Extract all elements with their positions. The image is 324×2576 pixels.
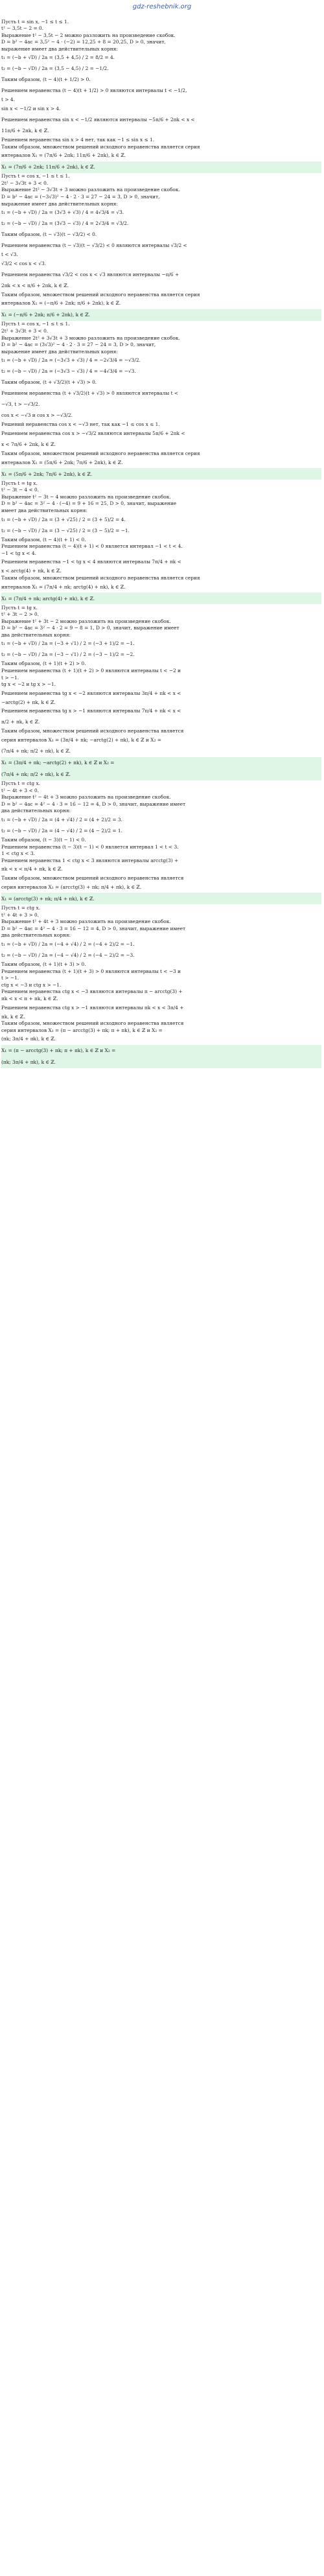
solution-line: D = b² − 4ac = 4² − 4 · 3 = 16 − 12 = 4, D > 0, значит, выражение имеет xyxy=(1,801,186,807)
solution-line: D = b² − 4ac = (−3√3)² − 4 · 2 · 3 = 27 − 24 = 3, D > 0, значит, xyxy=(1,194,160,200)
solution-line: t² + 4t + 3 > 0. xyxy=(1,911,40,918)
solution-line: два действительных корня: xyxy=(1,631,71,638)
solution-line: t₂ = (−b − √D) / 2a = (3 − √25) / 2 = (3 − 5)/2 = −1. xyxy=(1,527,130,533)
solution-line: Таким образом, (t − √3)(t − √3/2) < 0. xyxy=(1,231,97,238)
answer-line: X₁ = (π − arcctg(3) + πk; π + πk), k ∈ ℤ и X₂ = xyxy=(1,1045,321,1057)
solution-line: 2πk < x < π/6 + 2πk, k ∈ ℤ. xyxy=(1,282,69,288)
solution-line: t₁ = (−b + √D) / 2a = (3,5 + 4,5) / 2 = 8/2 = 4. xyxy=(1,54,115,61)
answer-line: X₁ = (7π/6 + 2πk; 11π/6 + 2πk), k ∈ ℤ. xyxy=(1,161,321,173)
solution-line: выражение имеет два действительных корня: xyxy=(1,45,118,52)
answer-line: X₁ = (3π/4 + πk; −arctg(2) + πk), k ∈ ℤ и X₂ = xyxy=(1,757,321,769)
solution-line: D = b² − 4ac = 3² − 4 · 2 = 9 − 8 = 1, D > 0, значит, выражение имеет xyxy=(1,625,179,631)
solution-line: D = b² − 4ac = 4² − 4 · 3 = 16 − 12 = 4, D > 0, значит, выражение имеет xyxy=(1,925,186,931)
solution-line: выражение имеет два действительных корня: xyxy=(1,348,118,355)
solution-line: Решением неравенства tg x < −2 являются интервалы 3π/4 + πk < x < xyxy=(1,690,181,696)
answer-line: (πk; 3π/4 + πk), k ∈ ℤ. xyxy=(1,1057,321,1068)
solution-line: πk < x < π/4 + πk, k ∈ ℤ. xyxy=(1,866,63,872)
solution-line: Таким образом, множеством решений исходного неравенства является xyxy=(1,1020,184,1027)
solution-line: π/2 + πk, k ∈ ℤ. xyxy=(1,719,40,725)
solution-line: Решением неравенства (t − 4)(t + 1/2) > 0 являются интервалы t < −1/2, xyxy=(1,88,187,94)
solution-line: t₂ = (−b − √D) / 2a = (4 − √4) / 2 = (4 − 2)/2 = 1. xyxy=(1,828,122,834)
solution-line: Таким образом, (t + 1)(t + 3) > 0. xyxy=(1,961,86,967)
answer-line: X₁ = (arcctg(3) + πk; π/4 + πk), k ∈ ℤ. xyxy=(1,893,321,904)
solution-line: Выражение 2t² + 3√3t + 3 можно разложить на произведение скобок. xyxy=(1,334,180,341)
solution-line: интервалов X₁ = (7π/6 + 2πk; 11π/6 + 2πk), k ∈ ℤ. xyxy=(1,152,126,159)
solution-line: Решением неравенства (t + 1)(t + 2) > 0 являются интервалы t < −2 и xyxy=(1,668,181,674)
solution-line: Выражение t² − 3,5t − 2 можно разложить на произведение скобок. xyxy=(1,32,176,38)
solution-line: Решением неравенства (t + √3/2)(t + √3) > 0 являются интервалы t < xyxy=(1,390,179,397)
solution-line: Выражение t² + 4t + 3 можно разложить на произведение скобок. xyxy=(1,919,171,925)
solution-line: два действительных корня: xyxy=(1,932,71,939)
solution-line: Таким образом, множеством решений исходного неравенства является серия xyxy=(1,450,200,456)
solution-line: Таким образом, множеством решений исходного неравенства является xyxy=(1,728,184,734)
solution-line: πk < x < π + πk, k ∈ ℤ. xyxy=(1,995,58,1001)
solution-line: Выражение 2t² − 3√3t + 3 можно разложить на произведение скобок. xyxy=(1,187,180,193)
solution-line: t² − 4t + 3 < 0. xyxy=(1,787,40,793)
solution-line: Решением неравенства ctg x < −3 являются интервалы π − arcctg(3) + xyxy=(1,989,183,995)
solution-line: Пусть t = tg x. xyxy=(1,604,38,611)
solution-line: 1 < ctg x < 3. xyxy=(1,850,35,857)
answer-line: X₁ = (7π/4 + πk; arctg(4) + πk), k ∈ ℤ. xyxy=(1,592,321,604)
solution-line: t > 4. xyxy=(1,97,15,103)
solution-line: Решением неравенства sin x > 4 нет, так как −1 ≤ sin x ≤ 1. xyxy=(1,137,155,143)
solution-line: D = b² − 4ac = 3² − 4 · (−4) = 9 + 16 = 25, D > 0, значит, выражение xyxy=(1,500,177,507)
solution-line: √3/2 < cos x < √3. xyxy=(1,260,47,266)
solution-line: Решением неравенства ctg x > −1 являются интервалы πk < x < 3π/4 + xyxy=(1,1004,184,1011)
solution-line: Решением неравенства sin x < −1/2 являются интервалы −5π/6 + 2πk < x < xyxy=(1,117,195,123)
solution-line: t > −1. xyxy=(1,674,19,681)
solution-line: cos x < −√3 и cos x > −√3/2. xyxy=(1,412,73,419)
solution-line: Решением неравенства 1 < ctg x < 3 являются интервалы arcctg(3) + xyxy=(1,857,179,863)
solution-line: Таким образом, (t − 3)(t − 1) < 0. xyxy=(1,837,86,843)
solution-line: t₁ = (−b + √D) / 2a = (3√3 + √3) / 4 = 4√3/4 = √3. xyxy=(1,209,124,216)
solution-line: Таким образом, (t + 1)(t + 2) > 0. xyxy=(1,661,86,667)
solution-line: −√3, t > −√3/2. xyxy=(1,401,40,408)
solution-line: 2t² + 3√3t + 3 < 0. xyxy=(1,328,49,334)
solution-line: t₁ = (−b + √D) / 2a = (4 + √4) / 2 = (4 + 2)/2 = 3. xyxy=(1,817,122,823)
solution-line: −1 < tg x < 4. xyxy=(1,550,36,556)
solution-line: t₂ = (−b − √D) / 2a = (−3√3 − √3) / 4 = −4√3/4 = −√3. xyxy=(1,368,136,375)
answer-line: (7π/4 + πk; π/2 + πk), k ∈ ℤ. xyxy=(1,769,321,780)
solution-line: πk, k ∈ ℤ. xyxy=(1,1013,25,1020)
answer-line: X₁ = (−π/6 + 2πk; π/6 + 2πk), k ∈ ℤ. xyxy=(1,309,321,321)
solution-line: Решением неравенства (t + 1)(t + 3) > 0 являются интервалы t < −3 и xyxy=(1,968,181,974)
solution-line: t₂ = (−b − √D) / 2a = (−4 − √4) / 2 = (−4 − 2)/2 = −3. xyxy=(1,952,135,958)
solution-line: (7π/4 + πk; π/2 + πk), k ∈ ℤ. xyxy=(1,748,71,755)
solution-line: имеет два действительных корня: xyxy=(1,507,87,513)
solution-line: 2t² − 3√3t + 3 < 0. xyxy=(1,180,49,186)
site-logo-text: gdz-reshebnik.org xyxy=(132,3,192,10)
solution-line: интервалов X₁ = (5π/6 + 2πk; 7π/6 + 2πk), k ∈ ℤ. xyxy=(1,459,123,465)
solution-line: Решением неравенства (t − √3)(t − √3/2) < 0 являются интервалы √3/2 < xyxy=(1,242,187,249)
solution-line: t₁ = (−b + √D) / 2a = (−3√3 + √3) / 4 = −2√3/4 = −√3/2. xyxy=(1,357,141,364)
solution-line: два действительных корня: xyxy=(1,808,71,814)
solution-line: tg x < −2 и tg x > −1. xyxy=(1,681,56,688)
solution-line: t² − 3,5t − 2 = 0. xyxy=(1,25,44,32)
answer-line: X₁ = (5π/6 + 2πk; 7π/6 + 2πk), k ∈ ℤ. xyxy=(1,468,321,480)
solution-line: t₁ = (−b + √D) / 2a = (−3 + √1) / 2 = (−3 + 1)/2 = −1. xyxy=(1,640,135,647)
solution-line: Пусть t = ctg x. xyxy=(1,780,40,787)
solution-line: серия интервалов X₁ = (arcctg(3) + πk; π/4 + πk), k ∈ ℤ. xyxy=(1,884,142,890)
solution-line: t₂ = (−b − √D) / 2a = (−3 − √1) / 2 = (−3 − 1)/2 = −2. xyxy=(1,651,135,658)
solution-line: серия интервалов X₁ = (π − arcctg(3) + πk; π + πk), k ∈ ℤ и X₂ = xyxy=(1,1027,163,1033)
solution-line: интервалов X₁ = (7π/4 + πk; arctg(4) + πk), k ∈ ℤ. xyxy=(1,583,126,590)
solution-line: Таким образом, множеством решений исходного неравенства является xyxy=(1,875,184,882)
solution-line: Решением неравенства tg x > −1 являются интервалы 7π/4 + πk < x < xyxy=(1,708,181,714)
solution-line: Пусть t = tg x. xyxy=(1,480,38,486)
solution-line: Решением неравенства −1 < tg x < 4 являются интервалы 7π/4 + πk < xyxy=(1,559,181,565)
solution-line: Выражение t² + 3t − 2 можно разложить на произведение скобок. xyxy=(1,618,171,624)
solution-line: Решений неравенства cos x < −√3 нет, так как −1 ≤ cos x ≤ 1. xyxy=(1,421,160,428)
solution-line: Пусть t = cos x, −1 ≤ t ≤ 1. xyxy=(1,173,70,180)
solution-line: t² + 3t − 2 > 0. xyxy=(1,611,40,618)
solution-line: t₁ = (−b + √D) / 2a = (3 + √25) / 2 = (3 + 5)/2 = 4. xyxy=(1,516,126,522)
solution-line: t² − 3t − 4 < 0. xyxy=(1,487,40,493)
solution-line: t > −1. xyxy=(1,975,19,981)
solution-line: x < 7π/6 + 2πk, k ∈ ℤ. xyxy=(1,441,56,447)
solution-line: D = b² − 4ac = 3,5² − 4 · (−2) = 12,25 + 8 = 20,25, D > 0, значит, xyxy=(1,39,166,45)
solution-line: Решением неравенства (t − 3)(t − 1) < 0 является интервал 1 < t < 3. xyxy=(1,843,179,850)
solution-line: t₂ = (−b − √D) / 2a = (3√3 − √3) / 4 = 2√3/4 = √3/2. xyxy=(1,220,129,227)
solution-line: t < √3. xyxy=(1,252,18,258)
solution-line: Таким образом, множеством решений исходного неравенства является серия xyxy=(1,574,200,581)
solution-line: (πk; 3π/4 + πk), k ∈ ℤ. xyxy=(1,1036,56,1042)
solution-line: интервалов X₁ = (−π/6 + 2πk; π/6 + 2πk), k ∈ ℤ. xyxy=(1,300,121,307)
solution-line: t₁ = (−b + √D) / 2a = (−4 + √4) / 2 = (−4 + 2)/2 = −1. xyxy=(1,941,135,947)
solution-line: Выражение t² − 3t − 4 можно разложить на произведение скобок. xyxy=(1,493,171,500)
solution-line: D = b² − 4ac = (3√3)² − 4 · 2 · 3 = 27 − 24 = 3, D > 0, значит, xyxy=(1,342,156,348)
solution-line: 11π/6 + 2πk, k ∈ ℤ. xyxy=(1,128,49,134)
solution-line: t₂ = (−b − √D) / 2a = (3,5 − 4,5) / 2 = −1/2. xyxy=(1,65,109,72)
solution-line: ctg x < −3 и ctg x > −1. xyxy=(1,981,62,988)
solution-line: серия интервалов X₁ = (3π/4 + πk; −arctg(2) + πk), k ∈ ℤ и X₂ = xyxy=(1,737,161,744)
solution-line: Выражение t² − 4t + 3 можно разложить на произведение скобок. xyxy=(1,794,171,801)
solution-line: Пусть t = cos x, −1 ≤ t ≤ 1. xyxy=(1,321,70,327)
solution-line: Таким образом, (t − 4)(t + 1) < 0. xyxy=(1,536,86,543)
solution-line: Таким образом, (t − 4)(t + 1/2) > 0. xyxy=(1,76,91,83)
solution-line: sin x < −1/2 и sin x > 4. xyxy=(1,106,61,112)
solution-text xyxy=(1,18,321,2571)
solution-line: −arctg(2) + πk, k ∈ ℤ. xyxy=(1,699,56,705)
solution-line: Таким образом, множеством решений исходного неравенства является серия xyxy=(1,291,200,298)
solution-line: выражение имеет два действительных корня: xyxy=(1,200,118,207)
solution-line: Решением неравенства (t − 4)(t + 1) < 0 является интервал −1 < t < 4. xyxy=(1,543,183,550)
solution-line: Пусть t = sin x, −1 ≤ t ≤ 1. xyxy=(1,18,69,25)
site-logo xyxy=(0,3,324,17)
solution-line: Таким образом, множеством решений исходного неравенства является серия xyxy=(1,143,200,150)
solution-line: x < arctg(4) + πk, k ∈ ℤ. xyxy=(1,568,62,574)
solution-line: Таким образом, (t + √3/2)(t + √3) > 0. xyxy=(1,379,97,386)
solution-line: Решением неравенства √3/2 < cos x < √3 являются интервалы −π/6 + xyxy=(1,271,179,277)
solution-line: Решением неравенства cos x > −√3/2 являются интервалы 5π/6 + 2πk < xyxy=(1,430,185,436)
solution-line: Пусть t = ctg x. xyxy=(1,904,40,911)
